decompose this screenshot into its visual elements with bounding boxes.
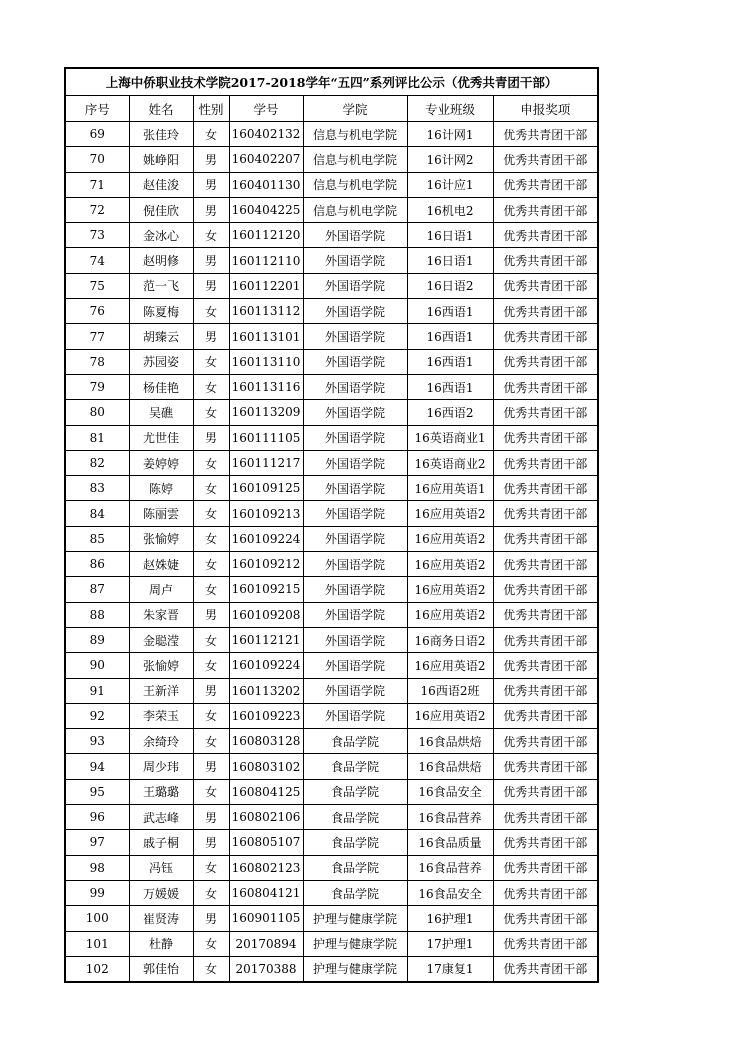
cell-college: 外国语学院 — [303, 678, 407, 703]
cell-index: 81 — [65, 425, 129, 450]
cell-index: 100 — [65, 906, 129, 931]
cell-college: 外国语学院 — [303, 653, 407, 678]
table-row — [65, 552, 598, 577]
cell-name: 万媛媛 — [129, 880, 193, 905]
cell-student-id: 160109215 — [229, 577, 303, 602]
cell-index: 70 — [65, 147, 129, 172]
cell-class: 16应用英语2 — [407, 552, 493, 577]
cell-gender: 女 — [193, 450, 229, 475]
cell-award: 优秀共青团干部 — [493, 779, 598, 804]
cell-student-id: 20170894 — [229, 931, 303, 956]
cell-award: 优秀共青团干部 — [493, 324, 598, 349]
cell-class: 16计网2 — [407, 147, 493, 172]
table-row — [65, 248, 598, 273]
cell-gender: 男 — [193, 602, 229, 627]
cell-student-id: 160112110 — [229, 248, 303, 273]
column-header-gender: 性别 — [193, 96, 229, 122]
table-row — [65, 779, 598, 804]
cell-student-id: 160401130 — [229, 172, 303, 197]
cell-gender: 女 — [193, 223, 229, 248]
cell-award: 优秀共青团干部 — [493, 374, 598, 399]
cell-index: 91 — [65, 678, 129, 703]
cell-name: 姚峥阳 — [129, 147, 193, 172]
cell-gender: 女 — [193, 374, 229, 399]
cell-class: 17康复1 — [407, 956, 493, 981]
cell-award: 优秀共青团干部 — [493, 703, 598, 728]
cell-award: 优秀共青团干部 — [493, 147, 598, 172]
cell-name: 倪佳欣 — [129, 197, 193, 222]
cell-class: 16护理1 — [407, 906, 493, 931]
cell-gender: 女 — [193, 729, 229, 754]
cell-class: 16食品烘焙 — [407, 754, 493, 779]
sheet-title: 上海中侨职业技术学院2017-2018学年“五四”系列评比公示（优秀共青团干部） — [65, 68, 598, 96]
cell-name: 郭佳怡 — [129, 956, 193, 981]
cell-class: 17护理1 — [407, 931, 493, 956]
table-row — [65, 299, 598, 324]
cell-gender: 女 — [193, 956, 229, 981]
table-row — [65, 147, 598, 172]
table-row — [65, 450, 598, 475]
cell-class: 16应用英语2 — [407, 653, 493, 678]
cell-award: 优秀共青团干部 — [493, 349, 598, 374]
cell-student-id: 160803102 — [229, 754, 303, 779]
cell-name: 尤世佳 — [129, 425, 193, 450]
cell-college: 护理与健康学院 — [303, 931, 407, 956]
cell-name: 周卢 — [129, 577, 193, 602]
cell-class: 16西语1 — [407, 349, 493, 374]
cell-award: 优秀共青团干部 — [493, 678, 598, 703]
cell-gender: 女 — [193, 577, 229, 602]
cell-student-id: 160111105 — [229, 425, 303, 450]
cell-name: 张佳玲 — [129, 122, 193, 147]
cell-index: 98 — [65, 855, 129, 880]
cell-college: 信息与机电学院 — [303, 197, 407, 222]
cell-college: 信息与机电学院 — [303, 172, 407, 197]
table-row — [65, 602, 598, 627]
cell-class: 16英语商业1 — [407, 425, 493, 450]
cell-gender: 女 — [193, 653, 229, 678]
cell-gender: 女 — [193, 122, 229, 147]
cell-class: 16应用英语2 — [407, 526, 493, 551]
cell-student-id: 160113209 — [229, 400, 303, 425]
cell-index: 76 — [65, 299, 129, 324]
cell-college: 食品学院 — [303, 830, 407, 855]
cell-student-id: 160404225 — [229, 197, 303, 222]
column-header-class: 专业班级 — [407, 96, 493, 122]
cell-class: 16食品营养 — [407, 805, 493, 830]
cell-name: 余绮玲 — [129, 729, 193, 754]
cell-award: 优秀共青团干部 — [493, 577, 598, 602]
cell-name: 王新洋 — [129, 678, 193, 703]
cell-gender: 男 — [193, 830, 229, 855]
column-header-name: 姓名 — [129, 96, 193, 122]
cell-college: 外国语学院 — [303, 223, 407, 248]
cell-name: 范一飞 — [129, 273, 193, 298]
cell-gender: 男 — [193, 805, 229, 830]
cell-index: 86 — [65, 552, 129, 577]
cell-student-id: 160802106 — [229, 805, 303, 830]
table-row — [65, 830, 598, 855]
cell-student-id: 160402132 — [229, 122, 303, 147]
cell-college: 外国语学院 — [303, 374, 407, 399]
cell-award: 优秀共青团干部 — [493, 425, 598, 450]
table-row — [65, 349, 598, 374]
cell-award: 优秀共青团干部 — [493, 906, 598, 931]
table-row — [65, 880, 598, 905]
cell-student-id: 160109224 — [229, 653, 303, 678]
cell-gender: 男 — [193, 906, 229, 931]
cell-student-id: 160802123 — [229, 855, 303, 880]
cell-name: 张愉婷 — [129, 526, 193, 551]
cell-student-id: 160805107 — [229, 830, 303, 855]
cell-name: 赵佳浚 — [129, 172, 193, 197]
table-row — [65, 855, 598, 880]
table-row — [65, 906, 598, 931]
cell-college: 外国语学院 — [303, 450, 407, 475]
table-row — [65, 754, 598, 779]
cell-award: 优秀共青团干部 — [493, 450, 598, 475]
cell-class: 16食品烘焙 — [407, 729, 493, 754]
cell-gender: 女 — [193, 299, 229, 324]
cell-index: 74 — [65, 248, 129, 273]
cell-name: 赵姝婕 — [129, 552, 193, 577]
cell-award: 优秀共青团干部 — [493, 754, 598, 779]
cell-college: 外国语学院 — [303, 299, 407, 324]
cell-student-id: 20170388 — [229, 956, 303, 981]
cell-gender: 女 — [193, 476, 229, 501]
cell-award: 优秀共青团干部 — [493, 855, 598, 880]
cell-gender: 男 — [193, 147, 229, 172]
cell-award: 优秀共青团干部 — [493, 729, 598, 754]
cell-gender: 女 — [193, 349, 229, 374]
table-row — [65, 324, 598, 349]
cell-college: 护理与健康学院 — [303, 906, 407, 931]
cell-student-id: 160901105 — [229, 906, 303, 931]
table-row — [65, 172, 598, 197]
cell-student-id: 160402207 — [229, 147, 303, 172]
cell-index: 89 — [65, 627, 129, 652]
cell-class: 16西语2班 — [407, 678, 493, 703]
cell-name: 戚子桐 — [129, 830, 193, 855]
cell-class: 16应用英语2 — [407, 577, 493, 602]
table-row — [65, 223, 598, 248]
cell-name: 苏园姿 — [129, 349, 193, 374]
cell-student-id: 160803128 — [229, 729, 303, 754]
award-table — [64, 67, 599, 983]
cell-gender: 女 — [193, 880, 229, 905]
cell-college: 外国语学院 — [303, 627, 407, 652]
table-row — [65, 425, 598, 450]
cell-index: 77 — [65, 324, 129, 349]
cell-index: 79 — [65, 374, 129, 399]
cell-name: 赵明修 — [129, 248, 193, 273]
cell-index: 73 — [65, 223, 129, 248]
cell-college: 外国语学院 — [303, 526, 407, 551]
cell-class: 16食品质量 — [407, 830, 493, 855]
cell-index: 102 — [65, 956, 129, 981]
table-row — [65, 678, 598, 703]
cell-award: 优秀共青团干部 — [493, 299, 598, 324]
table-row — [65, 122, 598, 147]
cell-index: 101 — [65, 931, 129, 956]
cell-award: 优秀共青团干部 — [493, 830, 598, 855]
cell-class: 16西语2 — [407, 400, 493, 425]
table-row — [65, 577, 598, 602]
title-row — [65, 68, 598, 96]
cell-name: 陈夏梅 — [129, 299, 193, 324]
cell-index: 88 — [65, 602, 129, 627]
cell-name: 姜婷婷 — [129, 450, 193, 475]
cell-award: 优秀共青团干部 — [493, 526, 598, 551]
cell-student-id: 160112201 — [229, 273, 303, 298]
table-row — [65, 197, 598, 222]
cell-name: 王璐璐 — [129, 779, 193, 804]
cell-index: 84 — [65, 501, 129, 526]
cell-college: 信息与机电学院 — [303, 147, 407, 172]
table-row — [65, 627, 598, 652]
cell-index: 93 — [65, 729, 129, 754]
cell-class: 16计网1 — [407, 122, 493, 147]
cell-college: 食品学院 — [303, 805, 407, 830]
cell-award: 优秀共青团干部 — [493, 552, 598, 577]
table-row — [65, 729, 598, 754]
cell-college: 外国语学院 — [303, 324, 407, 349]
table-row — [65, 476, 598, 501]
cell-class: 16应用英语2 — [407, 501, 493, 526]
cell-index: 72 — [65, 197, 129, 222]
cell-index: 83 — [65, 476, 129, 501]
cell-award: 优秀共青团干部 — [493, 931, 598, 956]
cell-name: 周少玮 — [129, 754, 193, 779]
cell-award: 优秀共青团干部 — [493, 223, 598, 248]
column-header-index: 序号 — [65, 96, 129, 122]
cell-index: 80 — [65, 400, 129, 425]
cell-class: 16计应1 — [407, 172, 493, 197]
column-header-student-id: 学号 — [229, 96, 303, 122]
cell-class: 16机电2 — [407, 197, 493, 222]
cell-student-id: 160109223 — [229, 703, 303, 728]
cell-class: 16日语1 — [407, 248, 493, 273]
cell-gender: 男 — [193, 425, 229, 450]
cell-index: 99 — [65, 880, 129, 905]
cell-index: 82 — [65, 450, 129, 475]
cell-gender: 女 — [193, 703, 229, 728]
cell-class: 16西语1 — [407, 374, 493, 399]
table-row — [65, 805, 598, 830]
table-row — [65, 703, 598, 728]
cell-gender: 女 — [193, 627, 229, 652]
cell-class: 16食品安全 — [407, 779, 493, 804]
cell-college: 食品学院 — [303, 880, 407, 905]
cell-college: 外国语学院 — [303, 349, 407, 374]
cell-name: 金冰心 — [129, 223, 193, 248]
cell-class: 16日语2 — [407, 273, 493, 298]
cell-award: 优秀共青团干部 — [493, 602, 598, 627]
cell-index: 95 — [65, 779, 129, 804]
cell-student-id: 160109125 — [229, 476, 303, 501]
cell-college: 外国语学院 — [303, 577, 407, 602]
cell-gender: 女 — [193, 931, 229, 956]
column-header-college: 学院 — [303, 96, 407, 122]
cell-college: 食品学院 — [303, 729, 407, 754]
cell-student-id: 160109224 — [229, 526, 303, 551]
cell-college: 外国语学院 — [303, 400, 407, 425]
cell-gender: 女 — [193, 779, 229, 804]
cell-class: 16英语商业2 — [407, 450, 493, 475]
cell-gender: 男 — [193, 678, 229, 703]
cell-name: 杜静 — [129, 931, 193, 956]
cell-college: 食品学院 — [303, 779, 407, 804]
cell-college: 外国语学院 — [303, 552, 407, 577]
cell-index: 96 — [65, 805, 129, 830]
cell-name: 陈丽雲 — [129, 501, 193, 526]
table-row — [65, 931, 598, 956]
cell-award: 优秀共青团干部 — [493, 501, 598, 526]
cell-college: 食品学院 — [303, 855, 407, 880]
cell-index: 92 — [65, 703, 129, 728]
cell-award: 优秀共青团干部 — [493, 805, 598, 830]
cell-college: 食品学院 — [303, 754, 407, 779]
cell-award: 优秀共青团干部 — [493, 476, 598, 501]
cell-index: 78 — [65, 349, 129, 374]
cell-class: 16食品营养 — [407, 855, 493, 880]
cell-gender: 女 — [193, 501, 229, 526]
cell-name: 胡臻云 — [129, 324, 193, 349]
cell-college: 外国语学院 — [303, 501, 407, 526]
cell-name: 冯钰 — [129, 855, 193, 880]
cell-gender: 男 — [193, 172, 229, 197]
cell-gender: 女 — [193, 855, 229, 880]
cell-gender: 女 — [193, 526, 229, 551]
cell-name: 吴礁 — [129, 400, 193, 425]
cell-name: 金聪滢 — [129, 627, 193, 652]
cell-name: 陈婷 — [129, 476, 193, 501]
cell-index: 71 — [65, 172, 129, 197]
cell-student-id: 160109213 — [229, 501, 303, 526]
cell-award: 优秀共青团干部 — [493, 122, 598, 147]
cell-award: 优秀共青团干部 — [493, 197, 598, 222]
cell-class: 16食品安全 — [407, 880, 493, 905]
cell-student-id: 160112121 — [229, 627, 303, 652]
cell-index: 87 — [65, 577, 129, 602]
cell-college: 外国语学院 — [303, 425, 407, 450]
cell-index: 75 — [65, 273, 129, 298]
award-list-sheet — [64, 67, 597, 983]
column-header-award: 申报奖项 — [493, 96, 598, 122]
table-row — [65, 501, 598, 526]
cell-award: 优秀共青团干部 — [493, 880, 598, 905]
cell-name: 崔贤涛 — [129, 906, 193, 931]
cell-index: 85 — [65, 526, 129, 551]
cell-college: 外国语学院 — [303, 703, 407, 728]
cell-award: 优秀共青团干部 — [493, 273, 598, 298]
cell-name: 李荣玉 — [129, 703, 193, 728]
cell-student-id: 160113112 — [229, 299, 303, 324]
cell-gender: 男 — [193, 248, 229, 273]
cell-name: 武志峰 — [129, 805, 193, 830]
table-row — [65, 653, 598, 678]
cell-gender: 女 — [193, 400, 229, 425]
cell-gender: 男 — [193, 197, 229, 222]
cell-class: 16西语1 — [407, 299, 493, 324]
table-row — [65, 273, 598, 298]
cell-class: 16西语1 — [407, 324, 493, 349]
cell-gender: 男 — [193, 273, 229, 298]
cell-name: 张愉婷 — [129, 653, 193, 678]
cell-college: 外国语学院 — [303, 273, 407, 298]
cell-college: 外国语学院 — [303, 476, 407, 501]
cell-student-id: 160109212 — [229, 552, 303, 577]
cell-index: 69 — [65, 122, 129, 147]
cell-class: 16应用英语2 — [407, 602, 493, 627]
cell-student-id: 160112120 — [229, 223, 303, 248]
cell-class: 16日语1 — [407, 223, 493, 248]
cell-class: 16商务日语2 — [407, 627, 493, 652]
header-row — [65, 96, 598, 122]
cell-class: 16应用英语1 — [407, 476, 493, 501]
cell-award: 优秀共青团干部 — [493, 172, 598, 197]
cell-index: 90 — [65, 653, 129, 678]
table-row — [65, 526, 598, 551]
cell-student-id: 160113116 — [229, 374, 303, 399]
table-row — [65, 400, 598, 425]
cell-student-id: 160113202 — [229, 678, 303, 703]
cell-name: 朱家晋 — [129, 602, 193, 627]
table-row — [65, 956, 598, 981]
cell-college: 外国语学院 — [303, 248, 407, 273]
cell-student-id: 160109208 — [229, 602, 303, 627]
cell-student-id: 160111217 — [229, 450, 303, 475]
cell-student-id: 160804125 — [229, 779, 303, 804]
cell-college: 护理与健康学院 — [303, 956, 407, 981]
cell-gender: 男 — [193, 754, 229, 779]
cell-award: 优秀共青团干部 — [493, 400, 598, 425]
cell-award: 优秀共青团干部 — [493, 248, 598, 273]
cell-college: 信息与机电学院 — [303, 122, 407, 147]
cell-gender: 女 — [193, 552, 229, 577]
cell-student-id: 160113110 — [229, 349, 303, 374]
cell-award: 优秀共青团干部 — [493, 956, 598, 981]
cell-index: 97 — [65, 830, 129, 855]
cell-index: 94 — [65, 754, 129, 779]
table-row — [65, 374, 598, 399]
cell-gender: 男 — [193, 324, 229, 349]
cell-student-id: 160113101 — [229, 324, 303, 349]
cell-college: 外国语学院 — [303, 602, 407, 627]
cell-name: 杨佳艳 — [129, 374, 193, 399]
cell-award: 优秀共青团干部 — [493, 653, 598, 678]
cell-class: 16应用英语2 — [407, 703, 493, 728]
cell-award: 优秀共青团干部 — [493, 627, 598, 652]
cell-student-id: 160804121 — [229, 880, 303, 905]
